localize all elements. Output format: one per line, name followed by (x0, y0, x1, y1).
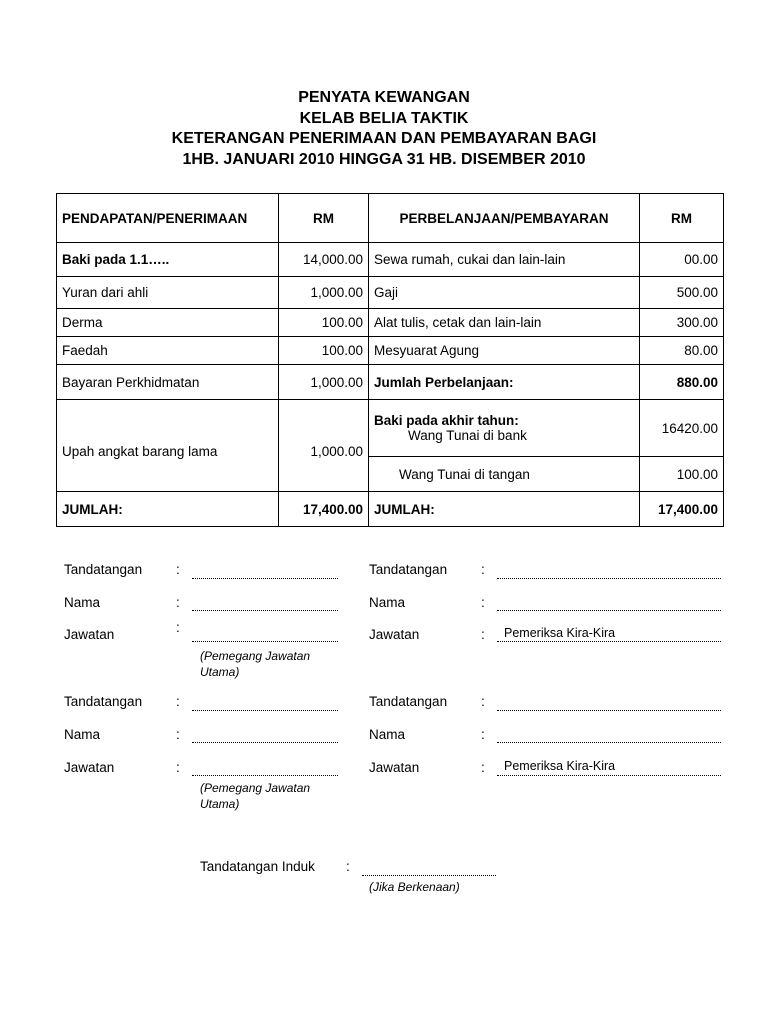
expense-total-label: Jumlah Perbelanjaan: (369, 365, 640, 400)
name-line[interactable] (192, 742, 338, 743)
title-line-1: PENYATA KEWANGAN (298, 89, 470, 106)
colon: : (481, 562, 485, 577)
expense-amount: 500.00 (640, 277, 724, 309)
expense-amount: 300.00 (640, 309, 724, 337)
header-expense: PERBELANJAAN/PEMBAYARAN (369, 194, 640, 243)
income-label: Bayaran Perkhidmatan (57, 365, 279, 400)
title-line-2: KELAB BELIA TAKTIK (299, 109, 469, 127)
auditor-position-value: Pemeriksa Kira-Kira (504, 626, 616, 640)
income-label: Upah angkat barang lama (57, 400, 279, 492)
note-line: (Pemegang Jawatan (200, 649, 311, 663)
cash-in-hand-label: Wang Tunai di tangan (369, 457, 640, 492)
header-income: PENDAPATAN/PENERIMAAN (57, 194, 279, 243)
expense-grand-total-amount: 17,400.00 (640, 492, 724, 527)
name-line[interactable] (192, 610, 338, 611)
colon: : (176, 727, 180, 742)
signature-line[interactable] (192, 710, 338, 711)
colon: : (176, 694, 180, 709)
signature-label: Tandatangan (369, 694, 448, 709)
cash-in-bank-amount: 16420.00 (640, 400, 724, 457)
colon: : (481, 627, 485, 642)
table-row (57, 243, 724, 277)
income-amount: 1,000.00 (279, 277, 369, 309)
note-line: (Pemegang Jawatan (200, 781, 311, 795)
title-line-4: 1HB. JANUARI 2010 HINGGA 31 HB. DISEMBER 2010 (182, 150, 586, 168)
colon: : (176, 620, 180, 635)
position-note (200, 780, 310, 812)
income-amount: 100.00 (279, 309, 369, 337)
name-label: Nama (369, 595, 406, 610)
table-header-row (57, 194, 724, 243)
position-label: Jawatan (64, 760, 115, 775)
table-row (57, 277, 724, 309)
parent-signature-line[interactable] (362, 875, 496, 876)
name-label: Nama (64, 727, 101, 742)
position-label: Jawatan (369, 760, 420, 775)
signature-label: Tandatangan (64, 562, 143, 577)
parent-signature-note: (Jika Berkenaan) (369, 880, 460, 894)
income-amount: 1,000.00 (279, 400, 369, 492)
colon: : (481, 760, 485, 775)
signature-label: Tandatangan (369, 562, 448, 577)
cash-in-bank-label: Wang Tunai di bank (408, 428, 527, 443)
name-label: Nama (369, 727, 406, 742)
signature-label: Tandatangan (64, 694, 143, 709)
expense-label: Mesyuarat Agung (369, 337, 640, 365)
expense-total-amount: 880.00 (640, 365, 724, 400)
income-total-label: JUMLAH: (57, 492, 279, 527)
income-amount: 100.00 (279, 337, 369, 365)
note-line: Utama) (200, 797, 240, 811)
table-total-row (57, 492, 724, 527)
position-line[interactable] (497, 775, 721, 776)
colon: : (176, 760, 180, 775)
position-line[interactable] (497, 641, 721, 642)
table-row (57, 309, 724, 337)
expense-amount: 80.00 (640, 337, 724, 365)
expense-grand-total-label: JUMLAH: (369, 492, 640, 527)
document-title-block (0, 88, 768, 170)
colon: : (346, 859, 350, 874)
income-amount: 14,000.00 (279, 243, 369, 277)
signature-line[interactable] (497, 578, 721, 579)
colon: : (481, 694, 485, 709)
signature-line[interactable] (497, 710, 721, 711)
income-label: Faedah (57, 337, 279, 365)
colon: : (176, 595, 180, 610)
table-row (57, 337, 724, 365)
colon: : (176, 562, 180, 577)
expense-label: Sewa rumah, cukai dan lain-lain (369, 243, 640, 277)
income-label: Yuran dari ahli (57, 277, 279, 309)
name-line[interactable] (497, 742, 721, 743)
income-label: Baki pada 1.1….. (57, 243, 279, 277)
income-amount: 1,000.00 (279, 365, 369, 400)
table-row (57, 365, 724, 400)
position-note (200, 648, 310, 680)
closing-balance-label: Baki pada akhir tahun: (374, 413, 519, 428)
cash-in-hand-amount: 100.00 (640, 457, 724, 492)
parent-signature-label: Tandatangan Induk (200, 859, 315, 874)
signature-line[interactable] (192, 578, 338, 579)
note-line: Utama) (200, 665, 240, 679)
title-line-3: KETERANGAN PENERIMAAN DAN PEMBAYARAN BAGI (171, 130, 597, 147)
colon: : (481, 595, 485, 610)
name-label: Nama (64, 595, 101, 610)
closing-balance-cell (369, 400, 640, 457)
header-expense-rm: RM (640, 194, 724, 243)
position-label: Jawatan (369, 627, 420, 642)
auditor-position-value: Pemeriksa Kira-Kira (504, 759, 616, 773)
position-line[interactable] (192, 775, 338, 776)
header-income-rm: RM (279, 194, 369, 243)
expense-label: Alat tulis, cetak dan lain-lain (369, 309, 640, 337)
position-label: Jawatan (64, 627, 115, 642)
expense-label: Gaji (369, 277, 640, 309)
position-line[interactable] (192, 641, 338, 642)
table-row (57, 400, 724, 457)
name-line[interactable] (497, 610, 721, 611)
income-total-amount: 17,400.00 (279, 492, 369, 527)
income-label: Derma (57, 309, 279, 337)
expense-amount: 00.00 (640, 243, 724, 277)
financial-statement-table (56, 193, 724, 527)
colon: : (481, 727, 485, 742)
